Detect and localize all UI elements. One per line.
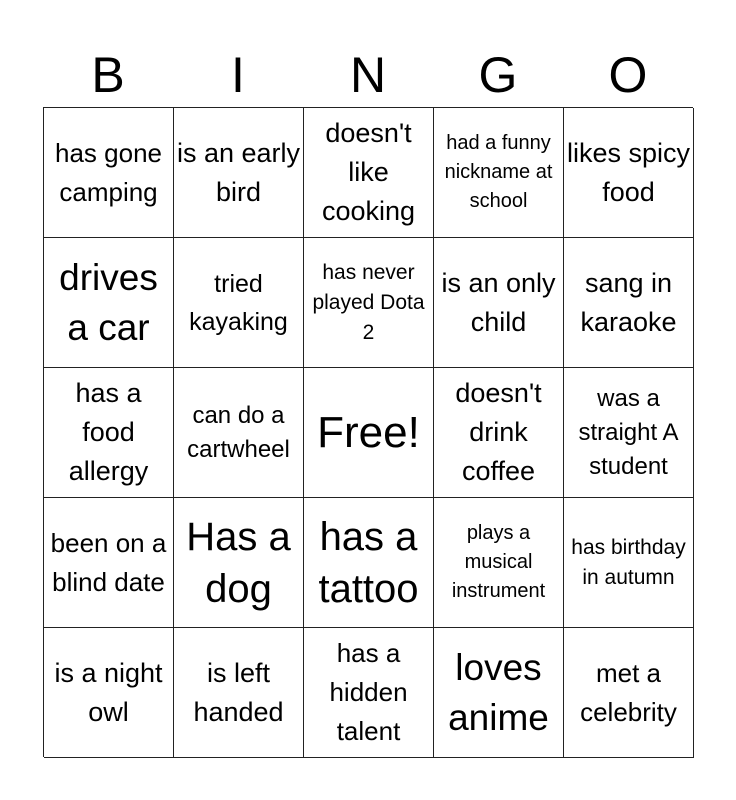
cell-text: has never played Dota 2 <box>312 260 425 344</box>
cell-text: plays a musical instrument <box>451 522 546 602</box>
cell-text: can do a cartwheel <box>187 401 290 463</box>
cell-text: had a funny nickname at school <box>444 132 553 212</box>
bingo-cell[interactable] <box>44 108 174 238</box>
cell-text: has gone camping <box>55 137 162 207</box>
bingo-cell[interactable] <box>304 498 434 628</box>
bingo-cell[interactable] <box>44 498 174 628</box>
cell-text: was a straight A student <box>578 384 679 480</box>
cell-text: met a celebrity <box>580 657 677 727</box>
cell-text: Has a dog <box>186 514 291 611</box>
bingo-cell[interactable] <box>174 498 304 628</box>
cell-text: drives a car <box>59 256 158 348</box>
header-letter-g: G <box>478 47 518 103</box>
free-space-text: Free! <box>317 407 420 457</box>
cell-text: is a night owl <box>54 657 163 727</box>
free-space-cell[interactable] <box>304 368 434 498</box>
cell-text: has a hidden talent <box>329 638 408 746</box>
bingo-cell[interactable] <box>434 628 564 758</box>
bingo-cell[interactable] <box>564 238 694 368</box>
bingo-cell[interactable] <box>174 628 304 758</box>
bingo-cell[interactable] <box>174 238 304 368</box>
cell-text: has a tattoo <box>318 514 419 611</box>
bingo-header <box>43 42 693 108</box>
bingo-cell[interactable] <box>434 238 564 368</box>
header-letter-b: B <box>91 47 125 103</box>
cell-text: sang in karaoke <box>580 267 677 337</box>
cell-text: tried kayaking <box>189 269 288 336</box>
cell-text: has a food allergy <box>68 378 149 486</box>
bingo-cell[interactable] <box>434 498 564 628</box>
bingo-cell[interactable] <box>564 108 694 238</box>
bingo-cell[interactable] <box>304 238 434 368</box>
cell-text: likes spicy food <box>566 137 691 207</box>
bingo-cell[interactable] <box>44 238 174 368</box>
cell-text: has birthday in autumn <box>571 535 686 589</box>
bingo-cell[interactable] <box>304 628 434 758</box>
cell-text: is an only child <box>441 267 556 337</box>
bingo-cell[interactable] <box>44 628 174 758</box>
bingo-cell[interactable] <box>174 368 304 498</box>
bingo-cell[interactable] <box>564 628 694 758</box>
bingo-cell[interactable] <box>434 368 564 498</box>
header-letter-n: N <box>349 47 387 103</box>
cell-text: loves anime <box>448 646 549 738</box>
bingo-cell[interactable] <box>304 108 434 238</box>
bingo-cell[interactable] <box>44 368 174 498</box>
header-letter-i: I <box>231 47 245 103</box>
cell-text: doesn't drink coffee <box>455 378 542 486</box>
cell-text: doesn't like cooking <box>321 118 416 226</box>
bingo-cell[interactable] <box>564 368 694 498</box>
bingo-board <box>43 107 693 757</box>
header-letter-o: O <box>608 47 648 103</box>
bingo-cell[interactable] <box>564 498 694 628</box>
bingo-cell[interactable] <box>174 108 304 238</box>
bingo-cell[interactable] <box>434 108 564 238</box>
cell-text: is an early bird <box>176 137 301 207</box>
cell-text: been on a blind date <box>50 527 167 597</box>
cell-text: is left handed <box>193 657 284 727</box>
